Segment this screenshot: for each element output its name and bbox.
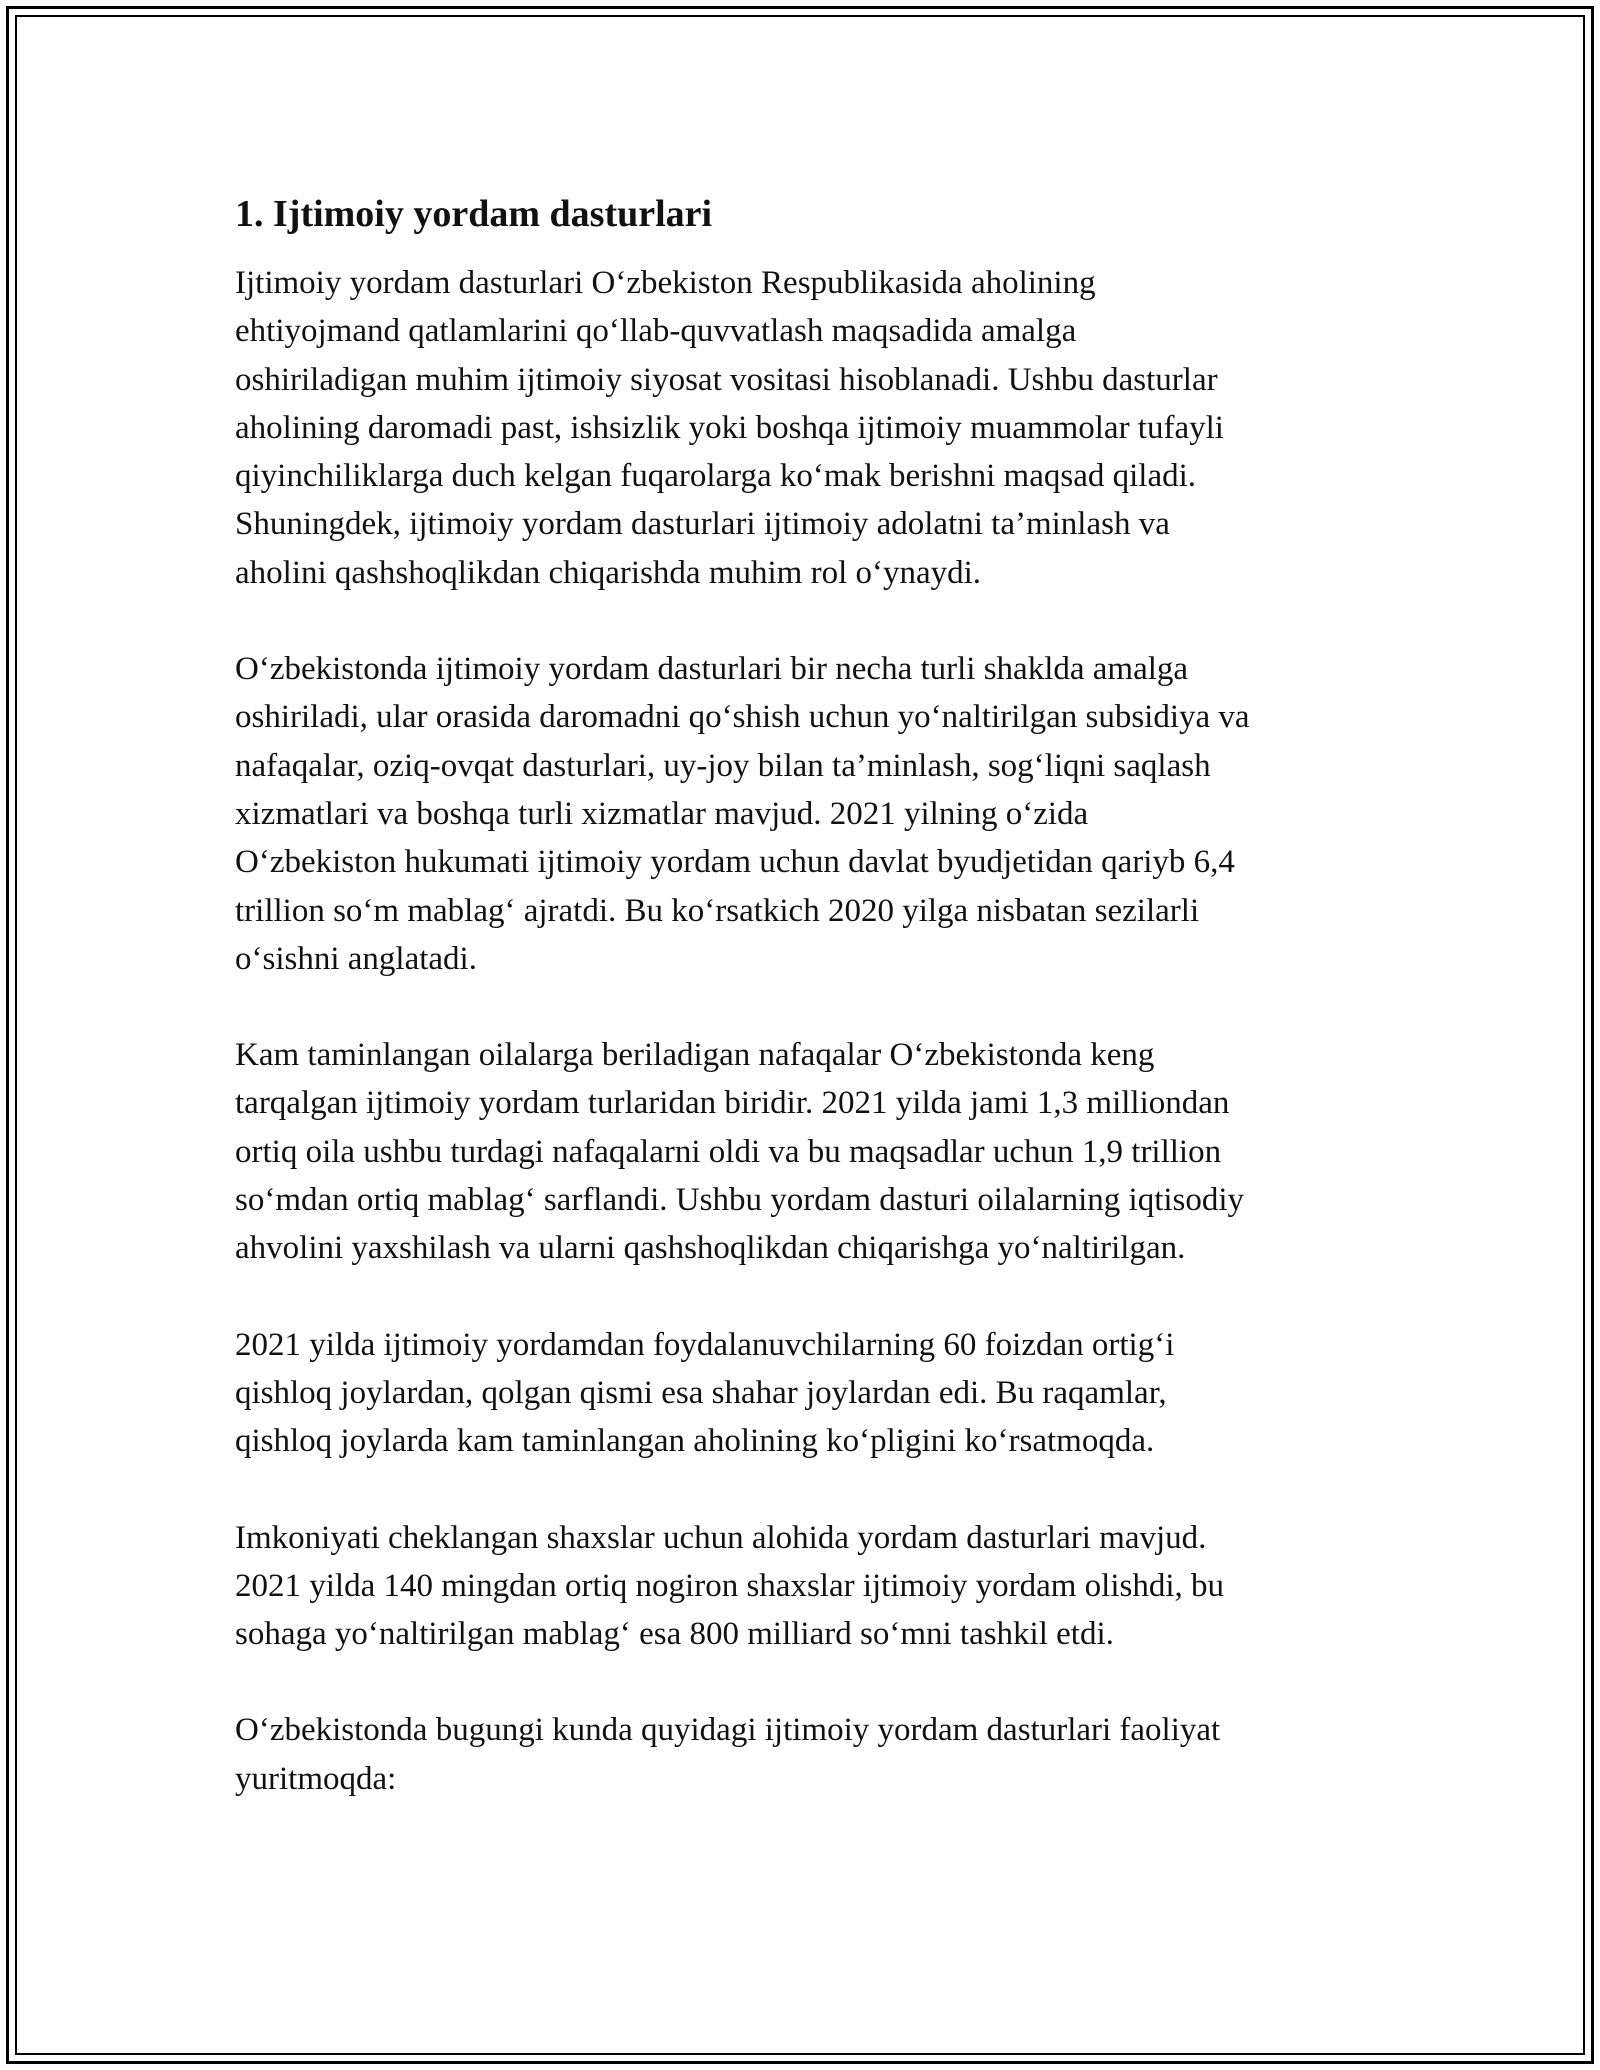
section-heading: 1. Ijtimoiy yordam dasturlari	[235, 193, 713, 235]
text-line: ahvolini yaxshilash va ularni qashshoqlikdan chiqarishga yo‘naltirilgan.	[235, 1230, 1186, 1267]
text-line: qishloq joylardan, qolgan qismi esa shahar joylardan edi. Bu raqamlar,	[235, 1374, 1167, 1411]
text-line: 2021 yilda ijtimoiy yordamdan foydalanuvchilarning 60 foizdan ortig‘i	[235, 1326, 1175, 1363]
text-line: 2021 yilda 140 mingdan ortiq nogiron shaxslar ijtimoiy yordam olishdi, bu	[235, 1567, 1225, 1604]
paragraph-intro	[235, 259, 1375, 597]
paragraph-family-benefits	[235, 1031, 1375, 1272]
text-line: aholini qashshoqlikdan chiqarishda muhim rol o‘ynaydi.	[235, 554, 982, 591]
text-line: tarqalgan ijtimoiy yordam turlaridan biridir. 2021 yilda jami 1,3 milliondan	[235, 1085, 1230, 1122]
text-line: so‘mdan ortiq mablag‘ sarflandi. Ushbu yordam dasturi oilalarning iqtisodiy	[235, 1182, 1245, 1219]
text-line: sohaga yo‘naltirilgan mablag‘ esa 800 milliard so‘mni tashkil etdi.	[235, 1616, 1114, 1653]
text-line: O‘zbekistonda bugungi kunda quyidagi ijtimoiy yordam dasturlari faoliyat	[235, 1712, 1221, 1749]
text-line: Ijtimoiy yordam dasturlari O‘zbekiston Respublikasida aholining	[235, 265, 1096, 301]
text-line: nafaqalar, oziq-ovqat dasturlari, uy-joy bilan ta’minlash, sog‘liqni saqlash	[235, 747, 1211, 784]
paragraph-program-forms	[235, 645, 1375, 983]
text-line: Imkoniyati cheklangan shaxslar uchun alohida yordam dasturlari mavjud.	[235, 1519, 1207, 1556]
text-line: oshiriladigan muhim ijtimoiy siyosat vositasi hisoblanadi. Ushbu dasturlar	[235, 361, 1218, 398]
text-line: aholining daromadi past, ishsizlik yoki boshqa ijtimoiy muammolar tufayli	[235, 409, 1224, 446]
text-line: O‘zbekiston hukumati ijtimoiy yordam uchun davlat byudjetidan qariyb 6,4	[235, 844, 1235, 881]
text-line: Shuningdek, ijtimoiy yordam dasturlari ijtimoiy adolatni ta’minlash va	[235, 506, 1170, 543]
text-line: O‘zbekistonda ijtimoiy yordam dasturlari bir necha turli shaklda amalga	[235, 651, 1189, 688]
text-line: yuritmoqda:	[235, 1760, 397, 1797]
text-line: ortiq oila ushbu turdagi nafaqalarni oldi va bu maqsadlar uchun 1,9 trillion	[235, 1133, 1222, 1170]
text-line: o‘sishni anglatadi.	[235, 940, 477, 977]
text-line: qiyinchiliklarga duch kelgan fuqarolarga ko‘mak berishni maqsad qiladi.	[235, 458, 1197, 495]
paragraph-rural-urban	[235, 1321, 1375, 1466]
text-line: xizmatlari va boshqa turli xizmatlar mavjud. 2021 yilning o‘zida	[235, 795, 1089, 832]
text-line: qishloq joylarda kam taminlangan aholining ko‘pligini ko‘rsatmoqda.	[235, 1423, 1155, 1460]
text-line: ehtiyojmand qatlamlarini qo‘llab-quvvatlash maqsadida amalga	[235, 313, 1077, 350]
text-line: oshiriladi, ular orasida daromadni qo‘shish uchun yo‘naltirilgan subsidiya va	[235, 699, 1250, 736]
paragraph-current-programs	[235, 1706, 1375, 1803]
document-body	[235, 186, 1375, 1851]
text-line: Kam taminlangan oilalarga beriladigan nafaqalar O‘zbekistonda keng	[235, 1037, 1155, 1074]
text-line: trillion so‘m mablag‘ ajratdi. Bu ko‘rsatkich 2020 yilga nisbatan sezilarli	[235, 892, 1200, 929]
paragraph-disability-programs	[235, 1514, 1375, 1659]
